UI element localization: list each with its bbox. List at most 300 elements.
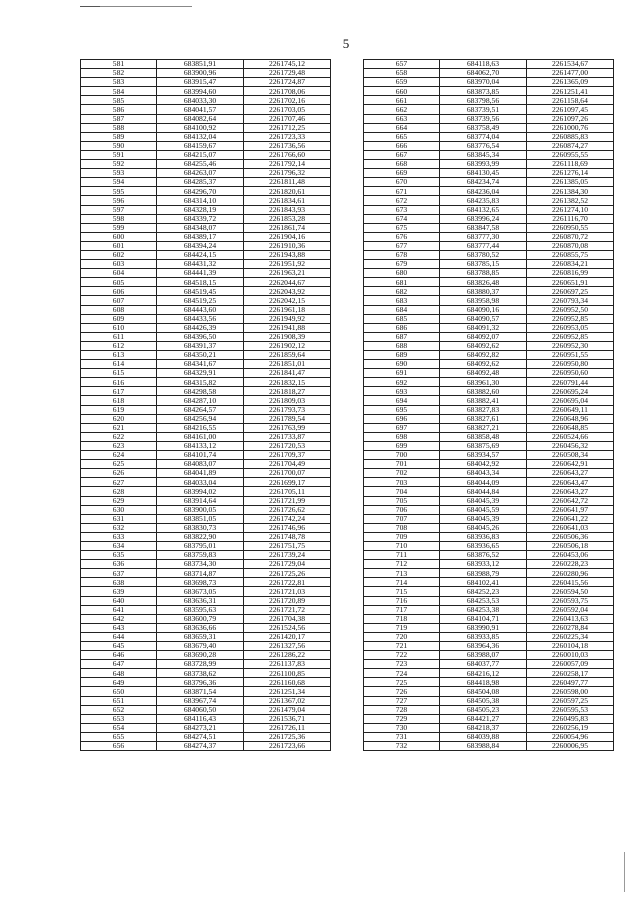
table-row (81, 551, 331, 560)
header-rule-secondary (100, 6, 192, 7)
y-coordinate-cell: 2261729,48 (244, 69, 331, 78)
y-coordinate-cell: 2260506,18 (527, 541, 614, 550)
y-coordinate-cell: 2260816,99 (527, 269, 614, 278)
x-coordinate-cell: 684519,45 (157, 287, 244, 296)
point-number-cell: 636 (81, 560, 157, 569)
table-row (81, 378, 331, 387)
table-row (81, 705, 331, 714)
point-number-cell: 709 (364, 532, 440, 541)
table-row (81, 241, 331, 250)
table-row (364, 150, 614, 159)
point-number-cell: 644 (81, 632, 157, 641)
point-number-cell: 643 (81, 623, 157, 632)
point-number-cell: 706 (364, 505, 440, 514)
point-number-cell: 691 (364, 369, 440, 378)
point-number-cell: 660 (364, 87, 440, 96)
y-coordinate-cell: 2261818,27 (244, 387, 331, 396)
x-coordinate-cell: 684060,50 (157, 705, 244, 714)
y-coordinate-cell: 2260256,19 (527, 723, 614, 732)
y-coordinate-cell: 2260952,85 (527, 314, 614, 323)
table-row (364, 596, 614, 605)
table-row (364, 169, 614, 178)
x-coordinate-cell: 684441,39 (157, 269, 244, 278)
x-coordinate-cell: 683827,83 (440, 405, 527, 414)
y-coordinate-cell: 2260595,53 (527, 705, 614, 714)
y-coordinate-cell: 2260649,11 (527, 405, 614, 414)
table-row (364, 696, 614, 705)
point-number-cell: 723 (364, 660, 440, 669)
table-row (364, 241, 614, 250)
x-coordinate-cell: 683933,12 (440, 560, 527, 569)
table-row (81, 614, 331, 623)
table-row (364, 587, 614, 596)
x-coordinate-cell: 684236,04 (440, 187, 527, 196)
x-coordinate-cell: 683827,61 (440, 414, 527, 423)
y-coordinate-cell: 2261963,21 (244, 269, 331, 278)
x-coordinate-cell: 683830,73 (157, 523, 244, 532)
y-coordinate-cell: 2261276,14 (527, 169, 614, 178)
point-number-cell: 607 (81, 296, 157, 305)
point-number-cell: 610 (81, 323, 157, 332)
y-coordinate-cell: 2260228,23 (527, 560, 614, 569)
table-row (364, 141, 614, 150)
y-coordinate-cell: 2260453,06 (527, 551, 614, 560)
point-number-cell: 593 (81, 169, 157, 178)
y-coordinate-cell: 2260643,27 (527, 487, 614, 496)
y-coordinate-cell: 2261724,87 (244, 78, 331, 87)
point-number-cell: 586 (81, 105, 157, 114)
y-coordinate-cell: 2261721,99 (244, 496, 331, 505)
x-coordinate-cell: 683777,30 (440, 232, 527, 241)
point-number-cell: 640 (81, 596, 157, 605)
point-number-cell: 678 (364, 250, 440, 259)
table-row (81, 651, 331, 660)
y-coordinate-cell: 2261118,69 (527, 160, 614, 169)
table-row (364, 314, 614, 323)
y-coordinate-cell: 2261843,93 (244, 205, 331, 214)
y-coordinate-cell: 2260415,56 (527, 578, 614, 587)
y-coordinate-cell: 2260010,03 (527, 651, 614, 660)
point-number-cell: 590 (81, 141, 157, 150)
x-coordinate-cell: 684100,92 (157, 123, 244, 132)
y-coordinate-cell: 2261100,85 (244, 669, 331, 678)
point-number-cell: 672 (364, 196, 440, 205)
point-number-cell: 599 (81, 223, 157, 232)
y-coordinate-cell: 2261721,03 (244, 587, 331, 596)
y-coordinate-cell: 2261949,92 (244, 314, 331, 323)
point-number-cell: 696 (364, 414, 440, 423)
x-coordinate-cell: 684505,23 (440, 705, 527, 714)
x-coordinate-cell: 684092,62 (440, 341, 527, 350)
x-coordinate-cell: 684255,46 (157, 160, 244, 169)
table-row (364, 250, 614, 259)
y-coordinate-cell: 2261286,22 (244, 651, 331, 660)
table-row (81, 178, 331, 187)
x-coordinate-cell: 684426,39 (157, 323, 244, 332)
x-coordinate-cell: 684215,07 (157, 150, 244, 159)
table-row (81, 223, 331, 232)
y-coordinate-cell: 2260791,44 (527, 378, 614, 387)
table-row (364, 132, 614, 141)
x-coordinate-cell: 684253,53 (440, 596, 527, 605)
y-coordinate-cell: 2261703,05 (244, 105, 331, 114)
x-coordinate-cell: 683826,48 (440, 278, 527, 287)
point-number-cell: 683 (364, 296, 440, 305)
x-coordinate-cell: 683774,04 (440, 132, 527, 141)
y-coordinate-cell: 2261943,88 (244, 250, 331, 259)
x-coordinate-cell: 684132,65 (440, 205, 527, 214)
point-number-cell: 631 (81, 514, 157, 523)
point-number-cell: 693 (364, 387, 440, 396)
y-coordinate-cell: 2260834,21 (527, 260, 614, 269)
point-number-cell: 617 (81, 387, 157, 396)
x-coordinate-cell: 683871,54 (157, 687, 244, 696)
y-coordinate-cell: 2261733,87 (244, 432, 331, 441)
point-number-cell: 701 (364, 460, 440, 469)
table-row (364, 614, 614, 623)
x-coordinate-cell: 684092,07 (440, 332, 527, 341)
table-row (364, 632, 614, 641)
y-coordinate-cell: 2260524,66 (527, 432, 614, 441)
table-row (81, 341, 331, 350)
point-number-cell: 638 (81, 578, 157, 587)
y-coordinate-cell: 2261420,17 (244, 632, 331, 641)
point-number-cell: 710 (364, 541, 440, 550)
y-coordinate-cell: 2260057,09 (527, 660, 614, 669)
y-coordinate-cell: 2260697,25 (527, 287, 614, 296)
x-coordinate-cell: 683964,36 (440, 642, 527, 651)
y-coordinate-cell: 2261712,25 (244, 123, 331, 132)
x-coordinate-cell: 684339,72 (157, 214, 244, 223)
y-coordinate-cell: 2261699,17 (244, 478, 331, 487)
table-row (81, 369, 331, 378)
y-coordinate-cell: 2260104,18 (527, 642, 614, 651)
x-coordinate-cell: 684287,10 (157, 396, 244, 405)
x-coordinate-cell: 684041,89 (157, 469, 244, 478)
x-coordinate-cell: 683851,91 (157, 60, 244, 69)
x-coordinate-cell: 684082,64 (157, 114, 244, 123)
table-row (81, 96, 331, 105)
point-number-cell: 708 (364, 523, 440, 532)
point-number-cell: 700 (364, 451, 440, 460)
coordinates-table-left-body (81, 60, 331, 751)
y-coordinate-cell: 2261766,60 (244, 150, 331, 159)
point-number-cell: 668 (364, 160, 440, 169)
point-number-cell: 702 (364, 469, 440, 478)
point-number-cell: 635 (81, 551, 157, 560)
coordinates-table-right-body (364, 60, 614, 751)
point-number-cell: 692 (364, 378, 440, 387)
table-row (81, 723, 331, 732)
point-number-cell: 647 (81, 660, 157, 669)
table-row (364, 78, 614, 87)
x-coordinate-cell: 683936,83 (440, 532, 527, 541)
table-row (81, 660, 331, 669)
point-number-cell: 648 (81, 669, 157, 678)
x-coordinate-cell: 683933,85 (440, 632, 527, 641)
y-coordinate-cell: 2260506,36 (527, 532, 614, 541)
x-coordinate-cell: 684090,16 (440, 305, 527, 314)
y-coordinate-cell: 2261792,14 (244, 160, 331, 169)
point-number-cell: 596 (81, 196, 157, 205)
x-coordinate-cell: 684350,21 (157, 351, 244, 360)
y-coordinate-cell: 2261723,33 (244, 132, 331, 141)
x-coordinate-cell: 683777,44 (440, 241, 527, 250)
x-coordinate-cell: 684396,50 (157, 332, 244, 341)
table-row (364, 323, 614, 332)
x-coordinate-cell: 683990,91 (440, 623, 527, 632)
y-coordinate-cell: 2261853,28 (244, 214, 331, 223)
point-number-cell: 641 (81, 605, 157, 614)
x-coordinate-cell: 683970,04 (440, 78, 527, 87)
x-coordinate-cell: 684216,12 (440, 669, 527, 678)
point-number-cell: 650 (81, 687, 157, 696)
point-number-cell: 621 (81, 423, 157, 432)
x-coordinate-cell: 683988,84 (440, 742, 527, 751)
y-coordinate-cell: 2260643,47 (527, 478, 614, 487)
table-row (81, 487, 331, 496)
y-coordinate-cell: 2261811,48 (244, 178, 331, 187)
x-coordinate-cell: 684518,15 (157, 278, 244, 287)
table-row (81, 196, 331, 205)
x-coordinate-cell: 683600,79 (157, 614, 244, 623)
y-coordinate-cell: 2261908,39 (244, 332, 331, 341)
table-row (81, 60, 331, 69)
point-number-cell: 729 (364, 714, 440, 723)
y-coordinate-cell: 2261704,38 (244, 614, 331, 623)
x-coordinate-cell: 683914,64 (157, 496, 244, 505)
x-coordinate-cell: 684421,27 (440, 714, 527, 723)
x-coordinate-cell: 683900,96 (157, 69, 244, 78)
point-number-cell: 609 (81, 314, 157, 323)
y-coordinate-cell: 2260597,25 (527, 696, 614, 705)
point-number-cell: 707 (364, 514, 440, 523)
x-coordinate-cell: 683900,05 (157, 505, 244, 514)
point-number-cell: 581 (81, 60, 157, 69)
y-coordinate-cell: 2261477,00 (527, 69, 614, 78)
point-number-cell: 642 (81, 614, 157, 623)
x-coordinate-cell: 683759,83 (157, 551, 244, 560)
table-row (364, 387, 614, 396)
point-number-cell: 670 (364, 178, 440, 187)
point-number-cell: 721 (364, 642, 440, 651)
table-row (81, 305, 331, 314)
table-row (364, 487, 614, 496)
point-number-cell: 689 (364, 351, 440, 360)
point-number-cell: 645 (81, 642, 157, 651)
table-row (364, 260, 614, 269)
y-coordinate-cell: 2260885,83 (527, 132, 614, 141)
point-number-cell: 704 (364, 487, 440, 496)
point-number-cell: 652 (81, 705, 157, 714)
y-coordinate-cell: 2261941,88 (244, 323, 331, 332)
table-row (81, 541, 331, 550)
point-number-cell: 714 (364, 578, 440, 587)
x-coordinate-cell: 684273,21 (157, 723, 244, 732)
point-number-cell: 600 (81, 232, 157, 241)
x-coordinate-cell: 684314,10 (157, 196, 244, 205)
point-number-cell: 632 (81, 523, 157, 532)
table-row (364, 405, 614, 414)
point-number-cell: 669 (364, 169, 440, 178)
x-coordinate-cell: 683690,28 (157, 651, 244, 660)
y-coordinate-cell: 2260225,34 (527, 632, 614, 641)
x-coordinate-cell: 683822,90 (157, 532, 244, 541)
table-row (81, 187, 331, 196)
x-coordinate-cell: 684092,48 (440, 369, 527, 378)
table-row (364, 605, 614, 614)
table-row (81, 496, 331, 505)
point-number-cell: 686 (364, 323, 440, 332)
table-row (364, 332, 614, 341)
y-coordinate-cell: 2261841,47 (244, 369, 331, 378)
point-number-cell: 633 (81, 532, 157, 541)
table-row (81, 123, 331, 132)
x-coordinate-cell: 683988,79 (440, 569, 527, 578)
y-coordinate-cell: 2260695,24 (527, 387, 614, 396)
y-coordinate-cell: 2261709,37 (244, 451, 331, 460)
table-row (364, 541, 614, 550)
x-coordinate-cell: 684091,32 (440, 323, 527, 332)
point-number-cell: 620 (81, 414, 157, 423)
point-number-cell: 684 (364, 305, 440, 314)
x-coordinate-cell: 683776,54 (440, 141, 527, 150)
y-coordinate-cell: 2261720,53 (244, 441, 331, 450)
point-number-cell: 583 (81, 78, 157, 87)
x-coordinate-cell: 684037,77 (440, 660, 527, 669)
y-coordinate-cell: 2260258,17 (527, 669, 614, 678)
table-row (81, 441, 331, 450)
y-coordinate-cell: 2261722,81 (244, 578, 331, 587)
x-coordinate-cell: 684253,38 (440, 605, 527, 614)
point-number-cell: 713 (364, 569, 440, 578)
y-coordinate-cell: 2260793,34 (527, 296, 614, 305)
x-coordinate-cell: 683876,52 (440, 551, 527, 560)
y-coordinate-cell: 2261707,46 (244, 114, 331, 123)
x-coordinate-cell: 684045,39 (440, 514, 527, 523)
y-coordinate-cell: 2260952,50 (527, 305, 614, 314)
point-number-cell: 663 (364, 114, 440, 123)
table-row (81, 687, 331, 696)
point-number-cell: 589 (81, 132, 157, 141)
point-number-cell: 618 (81, 396, 157, 405)
point-number-cell: 657 (364, 60, 440, 69)
x-coordinate-cell: 684341,67 (157, 360, 244, 369)
point-number-cell: 720 (364, 632, 440, 641)
point-number-cell: 591 (81, 150, 157, 159)
table-row (364, 432, 614, 441)
point-number-cell: 688 (364, 341, 440, 350)
table-row (364, 742, 614, 751)
point-number-cell: 718 (364, 614, 440, 623)
table-row (81, 478, 331, 487)
y-coordinate-cell: 2261365,09 (527, 78, 614, 87)
x-coordinate-cell: 684116,43 (157, 714, 244, 723)
table-row (81, 169, 331, 178)
point-number-cell: 671 (364, 187, 440, 196)
y-coordinate-cell: 2261536,71 (244, 714, 331, 723)
coordinates-table-left (80, 59, 331, 751)
x-coordinate-cell: 684264,57 (157, 405, 244, 414)
table-row (364, 705, 614, 714)
point-number-cell: 585 (81, 96, 157, 105)
y-coordinate-cell: 2261160,68 (244, 678, 331, 687)
x-coordinate-cell: 683875,69 (440, 441, 527, 450)
table-row (81, 578, 331, 587)
x-coordinate-cell: 683958,98 (440, 296, 527, 305)
x-coordinate-cell: 683915,47 (157, 78, 244, 87)
point-number-cell: 681 (364, 278, 440, 287)
y-coordinate-cell: 2261720,89 (244, 596, 331, 605)
x-coordinate-cell: 683758,49 (440, 123, 527, 132)
x-coordinate-cell: 684104,71 (440, 614, 527, 623)
point-number-cell: 697 (364, 423, 440, 432)
x-coordinate-cell: 684285,37 (157, 178, 244, 187)
y-coordinate-cell: 2261748,78 (244, 532, 331, 541)
y-coordinate-cell: 2260593,75 (527, 596, 614, 605)
table-row (364, 578, 614, 587)
point-number-cell: 716 (364, 596, 440, 605)
x-coordinate-cell: 683796,36 (157, 678, 244, 687)
x-coordinate-cell: 684433,56 (157, 314, 244, 323)
y-coordinate-cell: 2261097,26 (527, 114, 614, 123)
page-number: 5 (342, 36, 350, 51)
point-number-cell: 614 (81, 360, 157, 369)
y-coordinate-cell: 2260953,05 (527, 323, 614, 332)
x-coordinate-cell: 684043,34 (440, 469, 527, 478)
table-row (81, 314, 331, 323)
x-coordinate-cell: 684045,59 (440, 505, 527, 514)
point-number-cell: 637 (81, 569, 157, 578)
y-coordinate-cell: 2261796,32 (244, 169, 331, 178)
y-coordinate-cell: 2261725,26 (244, 569, 331, 578)
point-number-cell: 724 (364, 669, 440, 678)
y-coordinate-cell: 2261704,49 (244, 460, 331, 469)
point-number-cell: 603 (81, 260, 157, 269)
y-coordinate-cell: 2261793,73 (244, 405, 331, 414)
y-coordinate-cell: 2261097,45 (527, 105, 614, 114)
point-number-cell: 712 (364, 560, 440, 569)
y-coordinate-cell: 2261274,10 (527, 205, 614, 214)
y-coordinate-cell: 2260642,72 (527, 496, 614, 505)
table-row (364, 187, 614, 196)
y-coordinate-cell: 2261832,15 (244, 378, 331, 387)
x-coordinate-cell: 683738,62 (157, 669, 244, 678)
y-coordinate-cell: 2261861,74 (244, 223, 331, 232)
y-coordinate-cell: 2260870,72 (527, 232, 614, 241)
point-number-cell: 690 (364, 360, 440, 369)
table-row (81, 469, 331, 478)
table-row (364, 660, 614, 669)
point-number-cell: 649 (81, 678, 157, 687)
x-coordinate-cell: 683673,05 (157, 587, 244, 596)
x-coordinate-cell: 684092,62 (440, 360, 527, 369)
point-number-cell: 673 (364, 205, 440, 214)
point-number-cell: 602 (81, 250, 157, 259)
x-coordinate-cell: 683636,66 (157, 623, 244, 632)
table-row (81, 669, 331, 678)
point-number-cell: 674 (364, 214, 440, 223)
y-coordinate-cell: 2261902,12 (244, 341, 331, 350)
y-coordinate-cell: 2261367,02 (244, 696, 331, 705)
table-row (364, 160, 614, 169)
y-coordinate-cell: 2260950,80 (527, 360, 614, 369)
point-number-cell: 604 (81, 269, 157, 278)
table-row (364, 532, 614, 541)
x-coordinate-cell: 683788,85 (440, 269, 527, 278)
point-number-cell: 685 (364, 314, 440, 323)
x-coordinate-cell: 684256,94 (157, 414, 244, 423)
